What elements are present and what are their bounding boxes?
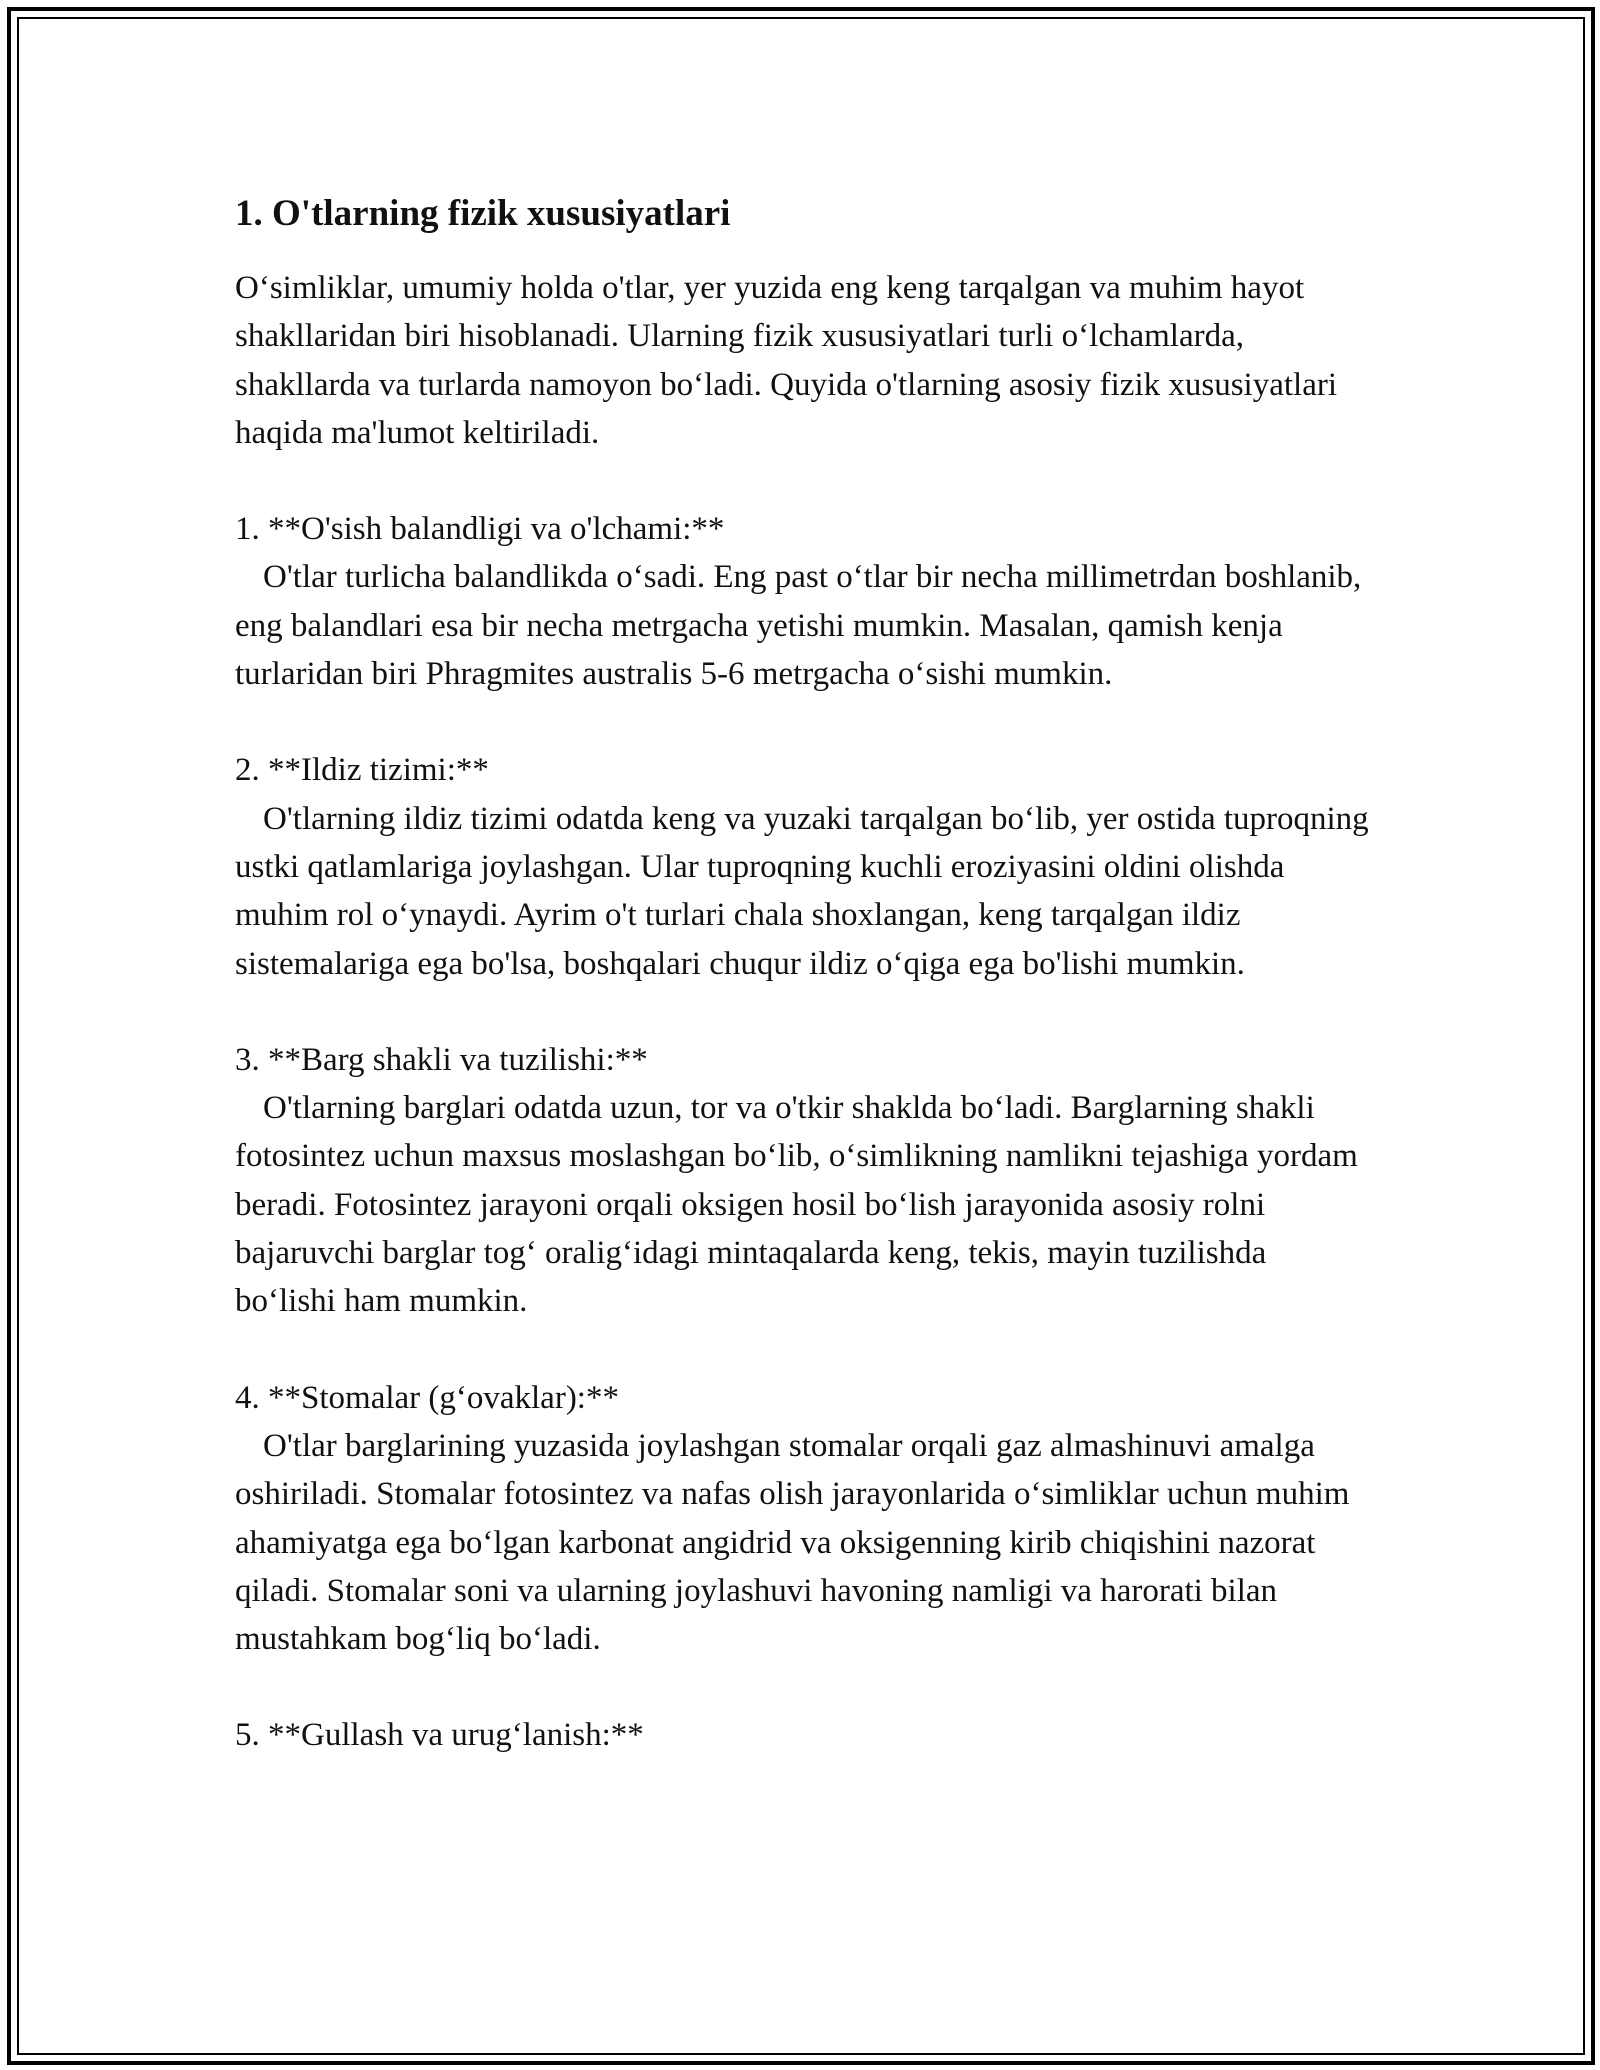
section-body: O'tlar turlicha balandlikda o‘sadi. Eng past o‘tlar bir necha millimetrdan boshlanib, eng balandlari esa bir necha metrgacha yetishi mumkin. Masalan, qamish kenja turlaridan biri Phragmites australis 5-6 metrgacha o‘sishi mumkin. — [235, 559, 1362, 693]
section-flowering — [235, 1711, 1375, 1759]
section-growth-height — [235, 505, 1375, 698]
section-body: O'tlarning barglari odatda uzun, tor va o'tkir shaklda bo‘ladi. Barglarning shakli fotosintez uchun maxsus moslashgan bo‘lib, o‘simlikning namlikni tejashiga yordam beradi. Fotosintez jarayoni orqali oksigen hosil bo‘lish jarayonida asosiy rolni bajaruvchi barglar tog‘ oralig‘idagi mintaqalarda keng, tekis, mayin tuzilishda bo‘lishi ham mumkin. — [235, 1090, 1358, 1320]
section-heading: 3. **Barg shakli va tuzilishi:** — [235, 1041, 648, 1078]
section-heading: 5. **Gullash va urug‘lanish:** — [235, 1717, 644, 1754]
section-leaf-shape — [235, 1036, 1375, 1326]
page-title: 1. O'tlarning fizik xususiyatlari — [235, 193, 731, 234]
section-body: O'tlarning ildiz tizimi odatda keng va yuzaki tarqalgan bo‘lib, yer ostida tuproqning ustki qatlamlariga joylashgan. Ular tuproqning kuchli eroziyasini oldini olishda muhim rol o‘ynaydi. Ayrim o't turlari chala shoxlangan, keng tarqalgan ildiz sistemalariga ega bo'lsa, boshqalari chuqur ildiz o‘qiga ega bo'lishi mumkin. — [235, 800, 1369, 982]
section-heading: 2. **Ildiz tizimi:** — [235, 752, 489, 789]
document-content — [235, 188, 1375, 1760]
section-root-system — [235, 746, 1375, 987]
section-stomata — [235, 1374, 1375, 1664]
section-heading: 4. **Stomalar (g‘ovaklar):** — [235, 1379, 619, 1416]
section-body: O'tlar barglarining yuzasida joylashgan stomalar orqali gaz almashinuvi amalga oshiriladi. Stomalar fotosintez va nafas olish jarayonlarida o‘simliklar uchun muhim ahamiyatga ega bo‘lgan karbonat angidrid va oksigenning kirib chiqishini nazorat qiladi. Stomalar soni va ularning joylashuvi havoning namligi va harorati bilan mustahkam bog‘liq bo‘ladi. — [235, 1427, 1350, 1658]
section-heading: 1. **O'sish balandligi va o'lchami:** — [235, 511, 725, 548]
intro-paragraph: O‘simliklar, umumiy holda o'tlar, yer yuzida eng keng tarqalgan va muhim hayot shakllaridan biri hisoblanadi. Ularning fizik xususiyatlari turli o‘lchamlarda, shakllarda va turlarda namoyon bo‘ladi. Quyida o'tlarning asosiy fizik xususiyatlari haqida ma'lumot keltiriladi. — [235, 270, 1346, 451]
